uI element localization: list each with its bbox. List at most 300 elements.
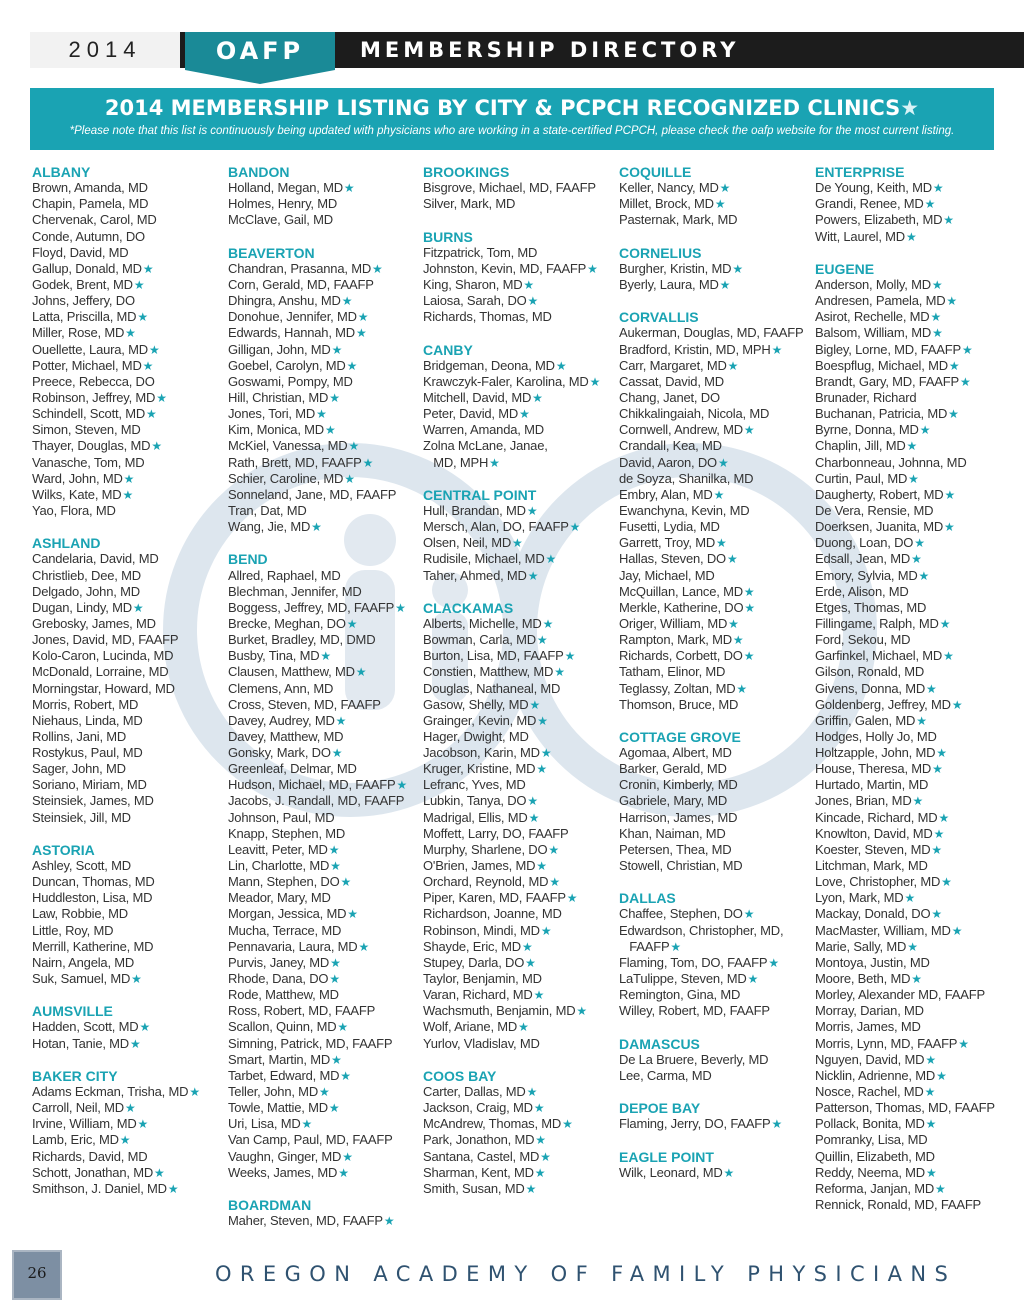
member-entry [32,648,222,664]
member-name: Santana, Castel, MD [423,1148,540,1164]
member-entry [815,180,1005,196]
member-name: Lin, Charlotte, MD [228,858,330,874]
member-entry [228,455,418,471]
member-name: Bradford, Kristin, MD, MPH [619,341,771,357]
member-entry [423,793,613,809]
member-entry [228,761,418,777]
member-name: Goebel, Carolyn, MD [228,357,346,373]
member-name: Rode, Matthew, MD [228,987,339,1003]
member-name: Holtzapple, John, MD [815,745,936,761]
pcpch-star-icon: ★ [919,423,931,438]
pcpch-star-icon: ★ [525,1181,537,1196]
pcpch-star-icon: ★ [911,552,922,567]
member-name: Hadden, Scott, MD [32,1019,139,1035]
member-name: Miller, Rose, MD [32,325,125,341]
pcpch-star-icon: ★ [526,1085,538,1100]
pcpch-star-icon: ★ [122,487,134,502]
pcpch-star-icon: ★ [347,907,358,922]
member-entry [32,245,222,261]
member-entry [619,697,809,713]
member-entry [619,519,809,535]
member-entry [423,987,613,1003]
member-entry [32,600,222,616]
city-heading: COOS BAY [423,1067,497,1084]
member-entry [619,325,809,341]
pcpch-star-icon: ★ [536,762,547,777]
member-name: Hull, Brandan, MD [423,502,526,518]
pcpch-star-icon: ★ [540,1149,551,1164]
member-entry [619,632,809,648]
member-entry [815,632,1005,648]
pcpch-star-icon: ★ [930,310,942,325]
pcpch-star-icon: ★ [926,681,937,696]
pcpch-star-icon: ★ [328,842,340,857]
member-entry [423,1165,613,1181]
member-entry [228,793,418,809]
member-name: Lamb, Eric, MD [32,1132,119,1148]
city-heading: CORNELIUS [619,244,702,261]
member-name: MacMaster, William, MD [815,922,951,938]
pcpch-star-icon: ★ [167,1181,179,1196]
member-name: O'Brien, James, MD [423,858,536,874]
member-name: Marie, Sally, MD [815,938,907,954]
member-name: Moffett, Larry, DO, FAAFP [423,825,569,841]
member-entry [228,261,418,277]
member-name: Hotan, Tanie, MD [32,1035,129,1051]
pcpch-star-icon: ★ [528,810,540,825]
pcpch-star-icon: ★ [744,600,755,615]
pcpch-star-icon: ★ [189,1085,200,1100]
member-name: Suk, Samuel, MD [32,971,131,987]
member-name: Bisgrove, Michael, MD, FAAFP [423,180,596,196]
member-entry [228,325,418,341]
pcpch-star-icon: ★ [719,181,731,196]
member-entry [228,939,418,955]
member-entry [619,923,809,939]
member-entry [815,777,1005,793]
pcpch-star-icon: ★ [525,955,536,970]
member-name: Jones, Brian, MD [815,793,912,809]
member-entry [619,1165,809,1181]
pcpch-star-icon: ★ [372,261,383,276]
member-entry [423,1181,613,1197]
member-entry [619,1116,809,1132]
member-entry [423,681,613,697]
pcpch-star-icon: ★ [576,1004,587,1019]
member-entry [815,422,1005,438]
member-name: Vanasche, Tom, MD [32,454,145,470]
member-name: FAAFP [619,938,670,954]
pcpch-star-icon: ★ [527,568,539,583]
member-entry [228,874,418,890]
member-entry [228,1100,418,1116]
member-name: Latta, Priscilla, MD [32,309,137,325]
member-entry [815,890,1005,906]
member-entry [619,277,809,293]
member-name: Carr, Margaret, MD [619,357,727,373]
member-entry [228,971,418,987]
member-name: Koester, Steven, MD [815,841,931,857]
pcpch-star-icon: ★ [727,358,739,373]
member-name: Stowell, Christian, MD [619,858,743,874]
pcpch-star-icon: ★ [566,891,578,906]
pcpch-star-icon: ★ [732,261,743,276]
member-name: Madrigal, Ellis, MD [423,809,528,825]
member-entry [32,681,222,697]
member-entry [815,987,1005,1003]
member-entry [228,1019,418,1035]
pcpch-star-icon: ★ [549,875,560,890]
member-entry [815,519,1005,535]
member-entry [815,939,1005,955]
member-name: Yurlov, Vladislav, MD [423,1035,540,1051]
pcpch-star-icon: ★ [131,972,142,987]
pcpch-star-icon: ★ [713,487,725,502]
member-entry [228,503,418,519]
pcpch-star-icon: ★ [948,358,960,373]
pcpch-star-icon: ★ [357,310,369,325]
member-name: Boggess, Jeffrey, MD, FAAFP [228,599,395,615]
member-name: Brecke, Meghan, DO [228,615,346,631]
member-name: Krawczyk-Faler, Karolina, MD [423,373,589,389]
member-name: Agomaa, Albert, MD [619,745,732,761]
member-name: Greenleaf, Delmar, MD [228,761,357,777]
city-heading: DALLAS [619,890,676,907]
member-entry [32,939,222,955]
member-name: Johnston, Kevin, MD, FAAFP [423,260,587,276]
member-name: Potter, Michael, MD [32,357,142,373]
member-entry [228,632,418,648]
pcpch-star-icon: ★ [137,1117,149,1132]
listing-banner [30,88,994,150]
pcpch-star-icon: ★ [137,310,148,325]
member-entry [815,1068,1005,1084]
member-entry [228,374,418,390]
member-entry [815,455,1005,471]
section-spacer [423,1052,613,1068]
member-name: Weeks, James, MD [228,1164,338,1180]
pcpch-star-icon: ★ [904,891,916,906]
member-entry [619,342,809,358]
member-name: Brandt, Gary, MD, FAAFP [815,373,959,389]
member-name: Burket, Bradley, MD, DMD [228,632,376,648]
member-entry [815,923,1005,939]
pcpch-star-icon: ★ [346,616,358,631]
member-entry [228,890,418,906]
pcpch-star-icon: ★ [943,649,954,664]
member-entry [228,1132,418,1148]
pcpch-star-icon: ★ [518,1020,529,1035]
member-entry [619,987,809,1003]
member-name: Pomranky, Lisa, MD [815,1132,928,1148]
member-entry [619,793,809,809]
pcpch-star-icon: ★ [743,649,755,664]
member-name: Soriano, Miriam, MD [32,777,147,793]
member-name: Olsen, Neil, MD [423,535,512,551]
member-entry [32,745,222,761]
member-entry [815,793,1005,809]
member-name: Yao, Flora, MD [32,502,116,518]
member-entry [815,842,1005,858]
member-entry [228,987,418,1003]
member-entry [423,616,613,632]
section-spacer [32,1052,222,1068]
section-spacer [32,519,222,535]
directory-column-4 [619,164,809,1181]
member-entry [32,697,222,713]
member-name: Merrill, Katherine, MD [32,938,154,954]
banner-title [30,96,994,120]
member-entry [619,971,809,987]
member-entry [815,1036,1005,1052]
member-entry [619,374,809,390]
member-entry [32,1181,222,1197]
member-entry [423,713,613,729]
member-entry [32,1084,222,1100]
member-entry [228,810,418,826]
section-spacer [423,584,613,600]
member-name: Kincade, Richard, MD [815,809,938,825]
pcpch-star-icon: ★ [548,842,559,857]
member-name: Mersch, Alan, DO, FAAFP [423,519,569,535]
member-name: Doerksen, Juanita, MD [815,519,944,535]
member-name: Curtin, Paul, MD [815,470,908,486]
member-name: De Vera, Rensie, MD [815,502,934,518]
pcpch-star-icon: ★ [139,1020,150,1035]
member-name: Robinson, Mindi, MD [423,922,540,938]
member-entry [423,923,613,939]
section-spacer [815,245,1005,261]
member-name: Park, Jonathon, MD [423,1132,535,1148]
member-name: Chervenak, Carol, MD [32,212,157,228]
member-entry [815,729,1005,745]
member-entry [228,1052,418,1068]
pcpch-star-icon: ★ [771,342,783,357]
city-heading: CLACKAMAS [423,599,514,616]
member-entry [228,729,418,745]
member-name: Towle, Mattie, MD [228,1100,328,1116]
city-heading: ASHLAND [32,535,101,552]
member-name: Jackson, Craig, MD [423,1100,533,1116]
member-entry [815,1052,1005,1068]
member-entry [423,632,613,648]
member-entry [423,261,613,277]
member-entry [815,1100,1005,1116]
pcpch-star-icon: ★ [768,955,779,970]
member-name: Pennavaria, Laura, MD [228,938,358,954]
pcpch-star-icon: ★ [512,536,523,551]
section-spacer [619,1132,809,1148]
pcpch-star-icon: ★ [961,342,973,357]
member-entry [423,745,613,761]
pcpch-star-icon: ★ [533,1101,545,1116]
member-name: Patterson, Thomas, MD, FAAFP [815,1100,995,1116]
pcpch-star-icon: ★ [932,326,943,341]
member-name: Wachsmuth, Benjamin, MD [423,1003,576,1019]
header-year: 2014 [30,32,180,68]
member-entry [423,390,613,406]
member-entry [228,487,418,503]
member-name: Richards, Thomas, MD [423,309,552,325]
member-name: Khan, Naiman, MD [619,825,726,841]
pcpch-star-icon: ★ [331,342,343,357]
member-entry [32,584,222,600]
city-heading: BANDON [228,164,290,180]
pcpch-star-icon: ★ [527,294,539,309]
member-name: Harrison, James, MD [619,809,738,825]
member-name: Merkle, Katherine, DO [619,599,744,615]
member-name: Douglas, Nathaneal, MD [423,680,561,696]
pcpch-star-icon: ★ [154,1165,165,1180]
pcpch-star-icon: ★ [338,1165,349,1180]
member-entry [32,923,222,939]
member-entry [32,777,222,793]
pcpch-star-icon: ★ [908,471,919,486]
member-entry [32,438,222,454]
member-entry [423,697,613,713]
member-name: Fusetti, Lydia, MD [619,519,720,535]
member-entry [32,229,222,245]
member-name: Lee, Carma, MD [619,1067,712,1083]
section-spacer [228,535,418,551]
pcpch-star-icon: ★ [341,294,353,309]
pcpch-star-icon: ★ [355,326,367,341]
member-name: Godek, Brent, MD [32,276,133,292]
pcpch-star-icon: ★ [328,1101,340,1116]
member-entry [32,422,222,438]
pcpch-star-icon: ★ [900,96,920,120]
city-heading: BEAVERTON [228,244,315,261]
member-entry [815,1116,1005,1132]
member-entry [423,1116,613,1132]
member-name: Chandran, Prasanna, MD [228,260,372,276]
pcpch-star-icon: ★ [521,939,533,954]
member-name: Reddy, Neema, MD [815,1164,925,1180]
pcpch-star-icon: ★ [743,584,755,599]
member-entry [815,309,1005,325]
member-name: Niehaus, Linda, MD [32,712,143,728]
member-name: Irvine, William, MD [32,1116,137,1132]
member-entry [619,1052,809,1068]
pcpch-star-icon: ★ [342,1149,353,1164]
member-entry [815,681,1005,697]
member-entry [815,277,1005,293]
member-name: Gilligan, John, MD [228,341,331,357]
member-name: Embry, Alan, MD [619,486,713,502]
member-name: De La Bruere, Beverly, MD [619,1051,769,1067]
city-heading: ASTORIA [32,841,95,858]
pcpch-star-icon: ★ [529,697,541,712]
member-entry [619,826,809,842]
member-entry [619,212,809,228]
pcpch-star-icon: ★ [536,633,548,648]
member-entry [423,842,613,858]
city-heading: CORVALLIS [619,309,699,326]
member-entry [619,261,809,277]
member-entry [423,245,613,261]
member-entry [228,1068,418,1084]
pcpch-star-icon: ★ [542,616,554,631]
member-entry [815,293,1005,309]
pcpch-star-icon: ★ [771,1117,783,1132]
member-name: Montoya, Justin, MD [815,954,930,970]
member-name: Tatham, Elinor, MD [619,664,726,680]
city-heading: BAKER CITY [32,1067,118,1084]
member-entry [32,1036,222,1052]
member-entry [32,487,222,503]
member-name: Zolna McLane, Janae, [423,438,548,454]
member-name: Bridgeman, Deona, MD [423,357,555,373]
pcpch-star-icon: ★ [936,746,947,761]
member-entry [32,212,222,228]
member-entry [619,390,809,406]
member-entry [228,212,418,228]
member-name: Litchman, Mark, MD [815,858,928,874]
pcpch-star-icon: ★ [589,374,601,389]
member-name: Moore, Beth, MD [815,971,911,987]
member-entry [228,358,418,374]
member-entry [815,1003,1005,1019]
pcpch-star-icon: ★ [723,1165,735,1180]
member-entry [423,374,613,390]
member-entry [32,261,222,277]
pcpch-star-icon: ★ [324,423,336,438]
member-name: De Young, Keith, MD [815,180,932,196]
member-entry [228,923,418,939]
member-entry [423,1003,613,1019]
city-heading: COTTAGE GROVE [619,728,741,745]
member-name: Kim, Monica, MD [228,422,324,438]
member-name: Nicklin, Adrienne, MD [815,1067,936,1083]
member-entry [815,390,1005,406]
member-entry [619,471,809,487]
member-name: Nosce, Rachel, MD [815,1084,924,1100]
member-entry [619,906,809,922]
member-name: Wang, Jie, MD [228,519,311,535]
member-name: Johns, Jeffery, DO [32,293,135,309]
member-name: Grebosky, James, MD [32,615,156,631]
pcpch-star-icon: ★ [943,213,954,228]
member-name: Flaming, Jerry, DO, FAAFP [619,1116,771,1132]
member-entry [423,1036,613,1052]
member-entry [32,325,222,341]
member-name: Scallon, Quinn, MD [228,1019,337,1035]
pcpch-star-icon: ★ [519,407,530,422]
member-name: Holland, Megan, MD [228,180,343,196]
member-entry [32,906,222,922]
member-entry [815,971,1005,987]
member-name: LaTulippe, Steven, MD [619,971,747,987]
member-entry [423,874,613,890]
member-name: Hudson, Michael, MD, FAAFP [228,777,396,793]
pcpch-star-icon: ★ [545,552,557,567]
oafp-tab-pointer [185,70,335,84]
section-spacer [32,826,222,842]
member-entry [815,697,1005,713]
member-name: Hurtado, Martin, MD [815,777,929,793]
section-spacer [423,471,613,487]
member-name: Morris, Robert, MD [32,696,139,712]
member-entry [228,713,418,729]
pcpch-star-icon: ★ [348,439,360,454]
directory-column-2 [228,164,418,1229]
member-entry [423,1149,613,1165]
member-entry [228,777,418,793]
member-entry [32,858,222,874]
member-name: Ouellette, Laura, MD [32,341,148,357]
member-name: Wilks, Kate, MD [32,486,122,502]
member-entry [32,180,222,196]
